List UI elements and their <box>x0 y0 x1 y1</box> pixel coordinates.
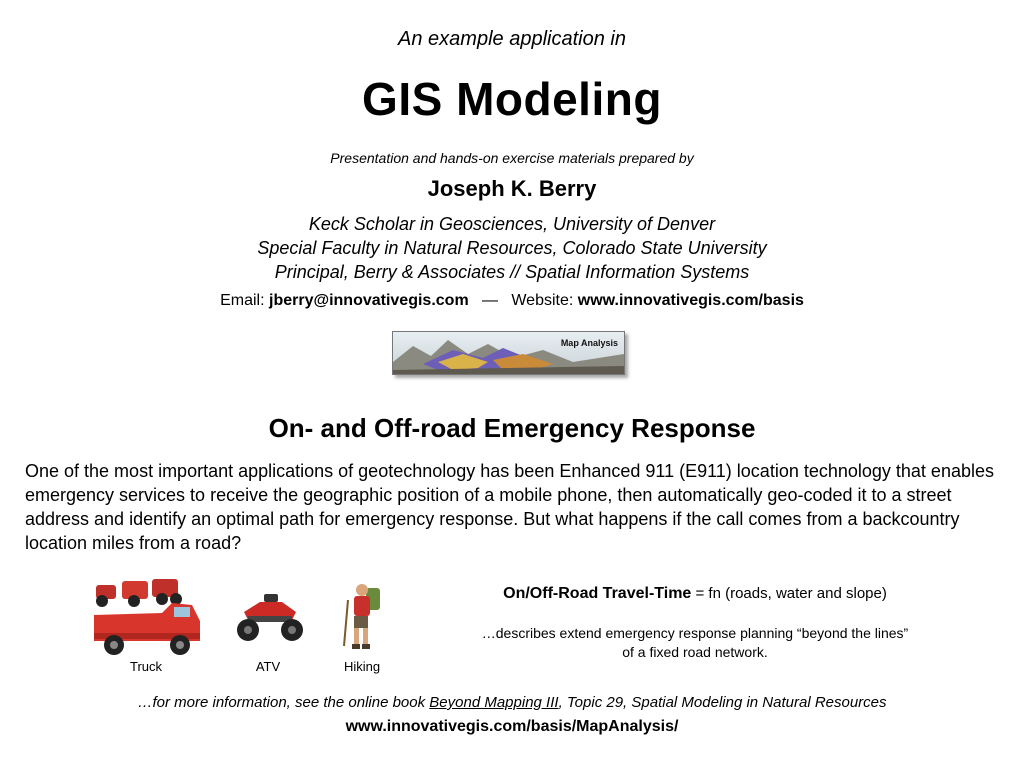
hiking-label: Hiking <box>343 659 381 674</box>
hiker-image <box>338 580 388 659</box>
footer-reference <box>0 694 1024 711</box>
badge-label: Map Analysis <box>560 338 618 348</box>
book-link[interactable]: Beyond Mapping III <box>429 694 559 711</box>
map-analysis-badge <box>392 331 625 375</box>
page-title: GIS Modeling <box>362 73 662 125</box>
author-name: Joseph K. Berry <box>427 176 597 201</box>
footer-url-link[interactable]: www.innovativegis.com/basis/MapAnalysis/ <box>345 718 679 735</box>
formula-rest: = fn (roads, water and slope) <box>691 585 887 602</box>
website-label: Website: <box>511 292 574 309</box>
truck-image <box>92 575 204 666</box>
kicker-text: An example application in <box>398 28 626 50</box>
formula-term: On/Off-Road Travel-Time <box>503 585 692 602</box>
affiliation-line: Principal, Berry & Associates // Spatial Information Systems <box>274 262 750 282</box>
section-title: On- and Off-road Emergency Response <box>268 413 756 443</box>
separator: — <box>482 292 499 309</box>
describes-text <box>440 624 950 662</box>
contact-line <box>0 292 1024 310</box>
affiliation-line: Keck Scholar in Geosciences, University of Denver <box>308 214 716 234</box>
travel-time-formula <box>458 585 932 603</box>
affiliations <box>0 212 1024 284</box>
email-label: Email: <box>220 292 265 309</box>
truck-icon <box>92 575 204 661</box>
atv-label: ATV <box>255 659 281 674</box>
prepared-by-text: Presentation and hands-on exercise materials prepared by <box>330 150 694 166</box>
truck-label: Truck <box>129 659 163 674</box>
describes-line: …describes extend emergency response planning “beyond the lines” <box>481 625 909 641</box>
email-link[interactable]: jberry@innovativegis.com <box>269 292 469 309</box>
describes-line: of a fixed road network. <box>622 644 768 660</box>
atv-image <box>234 588 306 649</box>
affiliation-line: Special Faculty in Natural Resources, Colorado State University <box>257 238 767 258</box>
website-link[interactable]: www.innovativegis.com/basis <box>577 292 804 309</box>
hiker-icon <box>338 580 388 654</box>
footer-prefix: …for more information, see the online book <box>137 694 430 711</box>
footer-suffix: , Topic 29, Spatial Modeling in Natural Resources <box>558 694 887 711</box>
section-body: One of the most important applications of geotechnology has been Enhanced 911 (E911) location technology that enables emergency services to receive the geographic position of a mobile phone, then automatically geo-coded it to a street address and identify an optimal path for emergency response. But what happens if the call comes from a backcountry location miles from a road? <box>25 461 994 553</box>
atv-icon <box>234 588 306 644</box>
